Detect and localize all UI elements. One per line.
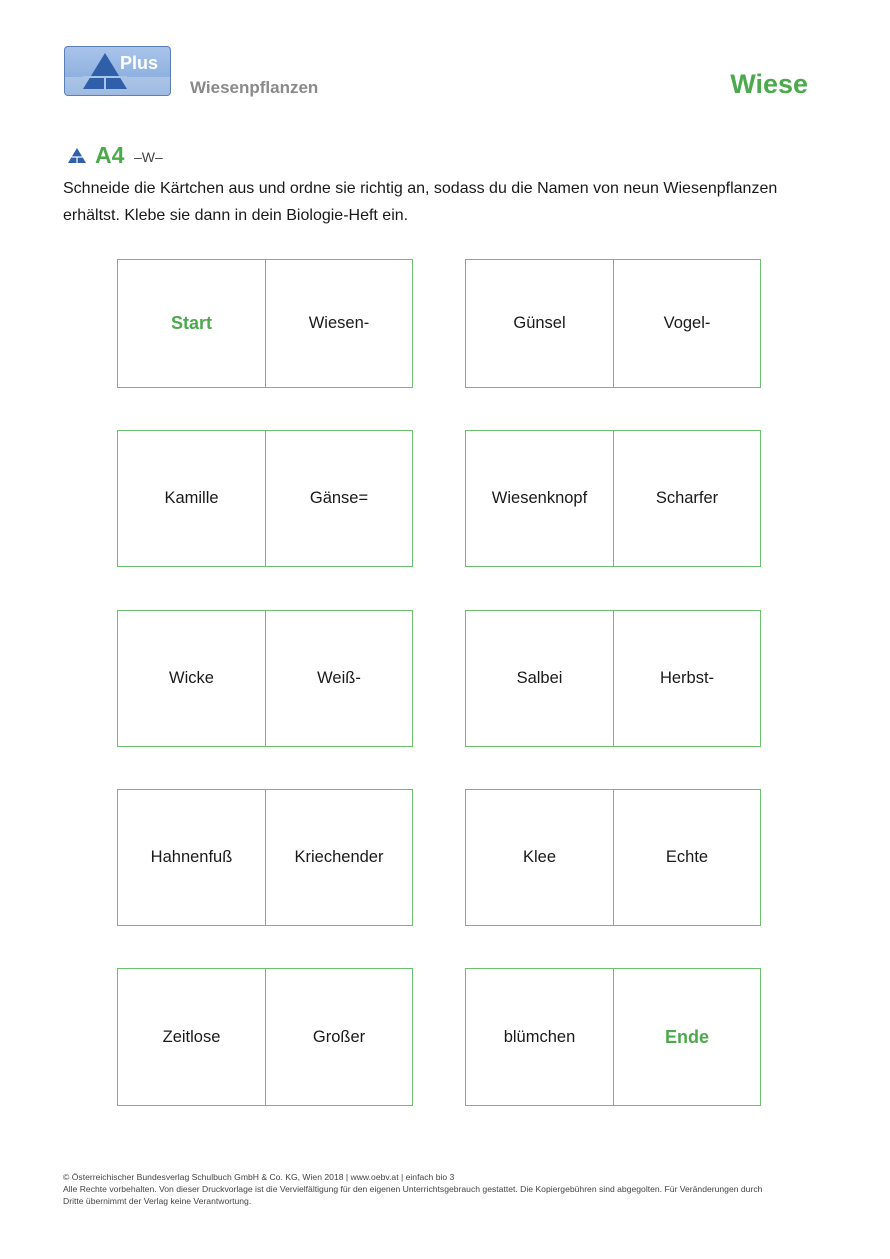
card-right-text: Ende [613, 969, 760, 1105]
footer-line: Alle Rechte vorbehalten. Von dieser Druckvorlage ist die Vervielfältigung für den eigenen Unterrichtsgebrauch gestattet. Die Kopiergebühren sind abgegolten. Für Veränderungen durch [63, 1184, 763, 1194]
footer-line: Dritte übernimmt der Verlag keine Verantwortung. [63, 1196, 252, 1206]
card-left-text: Kamille [164, 489, 219, 507]
logo-text: Plus [120, 53, 159, 73]
card-right-text: Weiß- [265, 611, 412, 746]
task-label: A4 [95, 142, 125, 168]
domino-card [117, 259, 413, 388]
topic-title: Wiese [730, 69, 808, 99]
domino-card [465, 968, 761, 1106]
domino-card [465, 789, 761, 926]
instruction-line: Schneide die Kärtchen aus und ordne sie richtig an, sodass du die Namen von neun Wiesenpflanzen [63, 180, 778, 197]
card-right-text: Großer [265, 969, 412, 1105]
card-right-text: Echte [613, 790, 760, 925]
card-right-text: Herbst- [613, 611, 760, 746]
domino-card [117, 968, 413, 1106]
triangle-icon [68, 148, 86, 163]
domino-card [465, 259, 761, 388]
subject-title: Wiesenpflanzen [190, 78, 319, 97]
publisher-logo [64, 46, 171, 96]
copyright-footer [63, 1171, 823, 1207]
card-left-text: blümchen [503, 1027, 576, 1046]
card-left-text: Klee [522, 848, 557, 866]
card-left-text: Wiesenknopf [491, 489, 588, 507]
domino-card [117, 610, 413, 747]
card-right-text: Kriechender [265, 790, 412, 925]
domino-card [465, 610, 761, 747]
card-right-text: Vogel- [613, 260, 760, 387]
card-left-text: Günsel [513, 314, 566, 332]
instruction-line: erhältst. Klebe sie dann in dein Biologie-Heft ein. [63, 207, 409, 224]
footer-line: © Österreichischer Bundesverlag Schulbuch GmbH & Co. KG, Wien 2018 | www.oebv.at | einfach bio 3 [63, 1172, 455, 1182]
card-left-text: Start [170, 313, 212, 333]
card-right-text: Scharfer [613, 431, 760, 566]
card-left-text: Hahnenfuß [150, 848, 233, 866]
card-left-text: Zeitlose [162, 1027, 221, 1046]
task-instruction [63, 175, 823, 229]
card-right-text: Gänse= [265, 431, 412, 566]
card-left-text: Salbei [516, 669, 563, 687]
domino-card [465, 430, 761, 567]
domino-card [117, 430, 413, 567]
task-level: –W– [134, 149, 163, 165]
domino-card [117, 789, 413, 926]
card-left-text: Wicke [169, 669, 214, 687]
card-right-text: Wiesen- [265, 260, 412, 387]
